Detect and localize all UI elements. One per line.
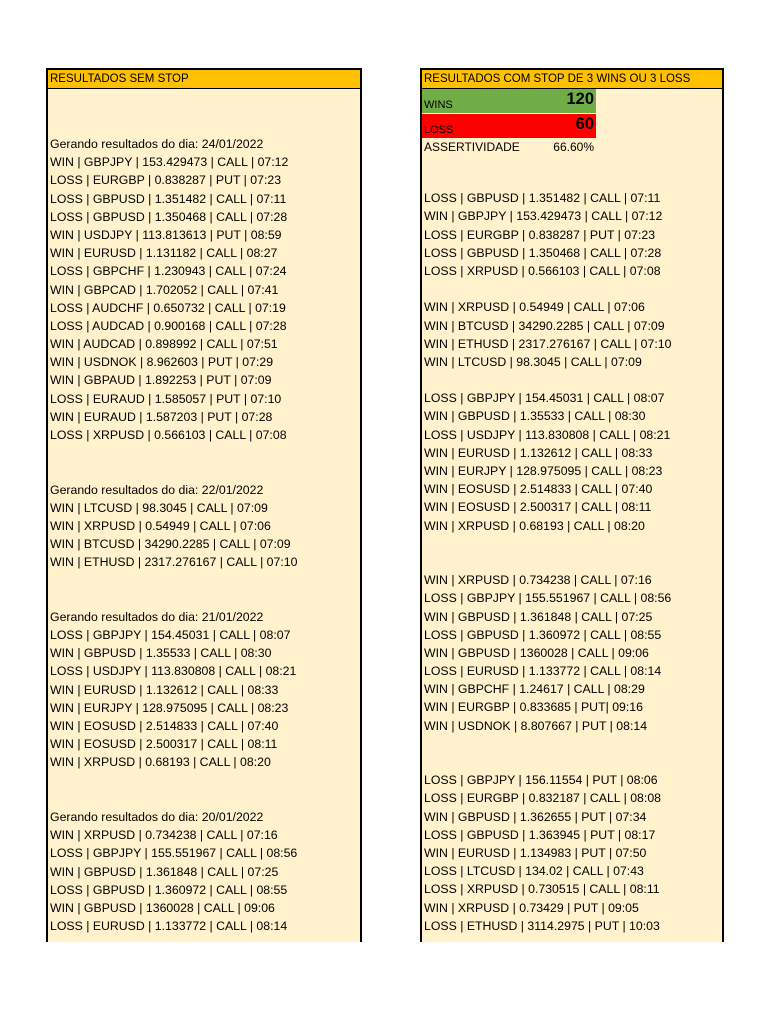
blank-line bbox=[424, 735, 722, 753]
wins-value: 120 bbox=[566, 90, 594, 108]
accuracy-summary bbox=[422, 138, 596, 156]
result-line: LOSS | AUDCHF | 0.650732 | CALL | 07:19 bbox=[50, 300, 286, 315]
result-line: WIN | GBPCHF | 1.24617 | CALL | 08:29 bbox=[424, 682, 645, 697]
day-heading: Gerando resultados do dia: 20/01/2022 bbox=[50, 809, 264, 824]
result-line: LOSS | GBPUSD | 1.350468 | CALL | 07:28 bbox=[50, 209, 288, 224]
blank-line bbox=[424, 371, 722, 389]
result-line: WIN | EURUSD | 1.134983 | PUT | 07:50 bbox=[424, 845, 647, 860]
result-line: WIN | GBPUSD | 1.361848 | CALL | 07:25 bbox=[50, 864, 279, 879]
result-line: LOSS | GBPUSD | 1.360972 | CALL | 08:55 bbox=[424, 627, 662, 642]
result-line: LOSS | EURGBP | 0.838287 | PUT | 07:23 bbox=[424, 227, 656, 242]
blank-line bbox=[424, 553, 722, 571]
loss-summary bbox=[422, 114, 596, 138]
result-line: LOSS | EURUSD | 1.133772 | CALL | 08:14 bbox=[50, 919, 288, 934]
result-line: LOSS | GBPJPY | 155.551967 | CALL | 08:56 bbox=[424, 591, 672, 606]
result-line: WIN | EURAUD | 1.587203 | PUT | 07:28 bbox=[50, 409, 273, 424]
result-line: WIN | EURGBP | 0.833685 | PUT| 09:16 bbox=[424, 700, 643, 715]
result-line: LOSS | ETHUSD | 3114.2975 | PUT | 10:03 bbox=[424, 918, 660, 933]
accuracy-value: 66.60% bbox=[553, 140, 594, 154]
result-line: LOSS | GBPJPY | 154.45031 | CALL | 08:07 bbox=[424, 391, 665, 406]
blank-line bbox=[50, 772, 360, 790]
result-line: WIN | GBPUSD | 1.35533 | CALL | 08:30 bbox=[50, 646, 272, 661]
result-line: LOSS | EURGBP | 0.838287 | PUT | 07:23 bbox=[50, 173, 282, 188]
right-results-list bbox=[424, 171, 722, 935]
blank-line bbox=[50, 444, 360, 462]
result-line: LOSS | XRPUSD | 0.566103 | CALL | 07:08 bbox=[424, 263, 661, 278]
loss-value: 60 bbox=[575, 115, 594, 133]
result-line: LOSS | GBPUSD | 1.351482 | CALL | 07:11 bbox=[424, 191, 661, 206]
result-line: WIN | GBPUSD | 1360028 | CALL | 09:06 bbox=[50, 900, 275, 915]
blank-line bbox=[50, 790, 360, 808]
result-line: WIN | GBPAUD | 1.892253 | PUT | 07:09 bbox=[50, 373, 272, 388]
result-line: WIN | ETHUSD | 2317.276167 | CALL | 07:10 bbox=[50, 555, 298, 570]
day-heading: Gerando resultados do dia: 21/01/2022 bbox=[50, 609, 264, 624]
result-line: WIN | GBPCAD | 1.702052 | CALL | 07:41 bbox=[50, 282, 279, 297]
blank-line bbox=[50, 590, 360, 608]
result-line: WIN | GBPJPY | 153.429473 | CALL | 07:12 bbox=[50, 155, 289, 170]
result-line: WIN | GBPJPY | 153.429473 | CALL | 07:12 bbox=[424, 209, 663, 224]
result-line: WIN | XRPUSD | 0.54949 | CALL | 07:06 bbox=[424, 300, 645, 315]
result-line: WIN | GBPUSD | 1.35533 | CALL | 08:30 bbox=[424, 409, 646, 424]
result-line: LOSS | EURGBP | 0.832187 | CALL | 08:08 bbox=[424, 791, 661, 806]
right-results-panel bbox=[420, 68, 724, 942]
result-line: WIN | XRPUSD | 0.68193 | CALL | 08:20 bbox=[50, 755, 271, 770]
wins-summary bbox=[422, 89, 596, 113]
result-line: WIN | BTCUSD | 34290.2285 | CALL | 07:09 bbox=[50, 537, 291, 552]
result-line: WIN | LTCUSD | 98.3045 | CALL | 07:09 bbox=[50, 500, 268, 515]
right-panel-header: RESULTADOS COM STOP DE 3 WINS OU 3 LOSS bbox=[422, 68, 722, 89]
blank-line bbox=[50, 572, 360, 590]
result-line: WIN | XRPUSD | 0.68193 | CALL | 08:20 bbox=[424, 518, 645, 533]
result-line: WIN | EURJPY | 128.975095 | CALL | 08:23 bbox=[424, 464, 663, 478]
blank-line bbox=[424, 535, 722, 553]
result-line: LOSS | GBPJPY | 155.551967 | CALL | 08:56 bbox=[50, 846, 298, 861]
result-line: LOSS | USDJPY | 113.830808 | CALL | 08:21 bbox=[50, 664, 297, 679]
result-line: WIN | XRPUSD | 0.54949 | CALL | 07:06 bbox=[50, 518, 271, 533]
result-line: WIN | XRPUSD | 0.73429 | PUT | 09:05 bbox=[424, 900, 639, 915]
result-line: WIN | EURUSD | 1.132612 | CALL | 08:33 bbox=[424, 445, 653, 460]
result-line: WIN | LTCUSD | 98.3045 | CALL | 07:09 bbox=[424, 354, 642, 369]
result-line: LOSS | GBPUSD | 1.363945 | PUT | 08:17 bbox=[424, 827, 656, 842]
blank-line bbox=[424, 280, 722, 298]
result-line: LOSS | GBPJPY | 154.45031 | CALL | 08:07 bbox=[50, 628, 291, 643]
result-line: WIN | GBPUSD | 1.362655 | PUT | 07:34 bbox=[424, 809, 647, 824]
result-line: WIN | GBPUSD | 1360028 | CALL | 09:06 bbox=[424, 645, 649, 660]
left-results-panel bbox=[46, 68, 362, 942]
result-line: WIN | EOSUSD | 2.514833 | CALL | 07:40 bbox=[424, 482, 653, 497]
result-line: WIN | XRPUSD | 0.734238 | CALL | 07:16 bbox=[50, 828, 278, 843]
result-line: LOSS | LTCUSD | 134.02 | CALL | 07:43 bbox=[424, 864, 644, 879]
day-heading: Gerando resultados do dia: 24/01/2022 bbox=[50, 137, 264, 151]
result-line: WIN | AUDCAD | 0.898992 | CALL | 07:51 bbox=[50, 337, 278, 352]
blank-line bbox=[50, 462, 360, 480]
result-line: WIN | BTCUSD | 34290.2285 | CALL | 07:09 bbox=[424, 318, 665, 333]
result-line: LOSS | XRPUSD | 0.730515 | CALL | 08:11 bbox=[424, 882, 660, 897]
result-line: WIN | EURUSD | 1.131182 | CALL | 08:27 bbox=[50, 246, 278, 261]
result-line: LOSS | EURAUD | 1.585057 | PUT | 07:10 bbox=[50, 391, 282, 406]
left-panel-header: RESULTADOS SEM STOP bbox=[48, 68, 360, 89]
result-line: LOSS | GBPUSD | 1.360972 | CALL | 08:55 bbox=[50, 882, 288, 897]
result-line: LOSS | GBPCHF | 1.230943 | CALL | 07:24 bbox=[50, 264, 287, 279]
result-line: LOSS | AUDCAD | 0.900168 | CALL | 07:28 bbox=[50, 318, 287, 333]
loss-label: LOSS bbox=[424, 124, 454, 136]
result-line: WIN | EOSUSD | 2.500317 | CALL | 08:11 bbox=[50, 737, 278, 752]
result-line: LOSS | USDJPY | 113.830808 | CALL | 08:21 bbox=[424, 427, 671, 442]
blank-line bbox=[424, 753, 722, 771]
result-line: WIN | GBPUSD | 1.361848 | CALL | 07:25 bbox=[424, 609, 653, 624]
wins-label: WINS bbox=[424, 99, 453, 111]
result-line: LOSS | XRPUSD | 0.566103 | CALL | 07:08 bbox=[50, 428, 287, 442]
result-line: LOSS | EURUSD | 1.133772 | CALL | 08:14 bbox=[424, 664, 662, 679]
result-line: WIN | EURUSD | 1.132612 | CALL | 08:33 bbox=[50, 682, 279, 697]
result-line: WIN | EOSUSD | 2.500317 | CALL | 08:11 bbox=[424, 500, 652, 515]
result-line: WIN | USDNOK | 8.807667 | PUT | 08:14 bbox=[424, 718, 648, 733]
result-line: WIN | EOSUSD | 2.514833 | CALL | 07:40 bbox=[50, 719, 279, 733]
left-results-list bbox=[50, 135, 360, 935]
result-line: LOSS | GBPUSD | 1.351482 | CALL | 07:11 bbox=[50, 191, 287, 206]
result-line: WIN | ETHUSD | 2317.276167 | CALL | 07:10 bbox=[424, 336, 672, 351]
accuracy-label: ASSERTIVIDADE bbox=[424, 140, 520, 154]
result-line: LOSS | GBPJPY | 156.11554 | PUT | 08:06 bbox=[424, 773, 658, 788]
result-line: WIN | USDJPY | 113.813613 | PUT | 08:59 bbox=[50, 227, 282, 242]
result-line: WIN | EURJPY | 128.975095 | CALL | 08:23 bbox=[50, 700, 289, 715]
blank-line bbox=[424, 171, 722, 189]
result-line: LOSS | GBPUSD | 1.350468 | CALL | 07:28 bbox=[424, 245, 662, 260]
day-heading: Gerando resultados do dia: 22/01/2022 bbox=[50, 482, 264, 497]
result-line: WIN | USDNOK | 8.962603 | PUT | 07:29 bbox=[50, 355, 274, 370]
result-line: WIN | XRPUSD | 0.734238 | CALL | 07:16 bbox=[424, 573, 652, 588]
